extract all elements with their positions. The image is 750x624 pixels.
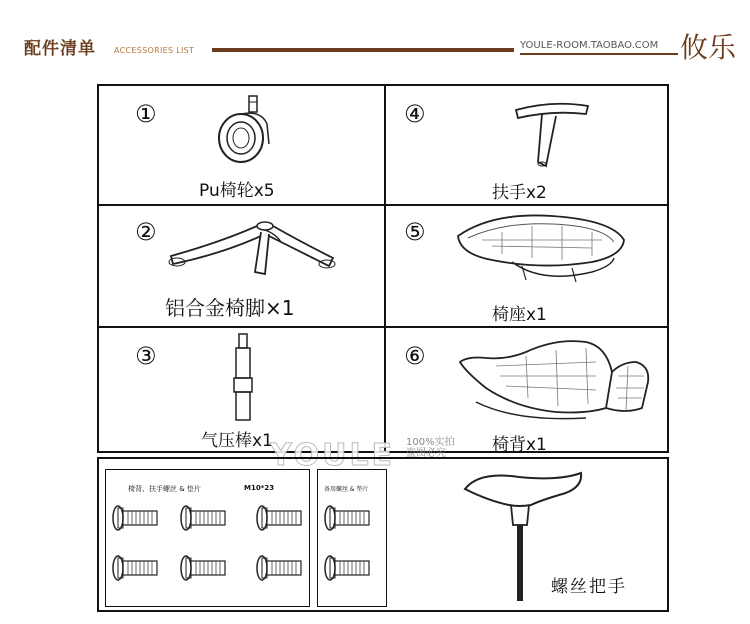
item-label: Pu椅轮x5 xyxy=(199,181,275,201)
watermark-notice: 100%实拍 盗图必究 xyxy=(406,437,455,459)
hardware-section xyxy=(97,457,669,612)
spare-screw-label: 备用螺丝 & 垫片 xyxy=(324,486,369,493)
item-number: ⑤ xyxy=(404,218,426,246)
url-underline xyxy=(520,53,678,55)
accessories-table xyxy=(97,84,669,453)
caster-wheel-icon xyxy=(209,92,279,166)
item-number: ③ xyxy=(135,342,157,370)
tool-label: 螺丝把手 xyxy=(551,577,627,597)
item-cell-casters xyxy=(99,86,384,204)
item-cell-base xyxy=(99,206,384,326)
shop-url: YOULE-ROOM.TAOBAO.COM xyxy=(520,40,659,51)
brand-logo: 攸乐 xyxy=(680,31,737,64)
item-number: ⑥ xyxy=(404,342,426,370)
screw-group-spare xyxy=(317,469,387,607)
seat-icon xyxy=(452,210,632,290)
item-label: 气压棒x1 xyxy=(201,431,273,451)
item-label: 椅背x1 xyxy=(492,435,547,455)
page-title: 配件清单 xyxy=(24,39,96,59)
armrest-icon xyxy=(512,96,592,170)
page-subtitle: ACCESSORIES LIST xyxy=(114,46,195,55)
item-label: 椅座x1 xyxy=(492,305,547,325)
screw-icon xyxy=(106,500,311,608)
spare-screw-icon xyxy=(318,500,388,608)
screw-size-label: M10*23 xyxy=(244,484,275,492)
item-number: ② xyxy=(135,218,157,246)
gas-lift-icon xyxy=(223,332,263,422)
header-divider xyxy=(212,48,514,52)
item-number: ④ xyxy=(404,100,426,128)
watermark-brand: YOULE xyxy=(270,438,396,473)
screw-group-main xyxy=(105,469,310,607)
item-cell-backrest xyxy=(386,328,669,453)
item-label: 铝合金椅脚×1 xyxy=(165,296,295,320)
screw-group-label: 椅背、扶手螺丝 & 垫片 xyxy=(128,485,201,493)
item-cell-seat xyxy=(386,206,669,326)
item-cell-armrests xyxy=(386,86,669,204)
item-cell-gas-lift xyxy=(99,328,384,453)
item-number: ① xyxy=(135,100,157,128)
item-label: 扶手x2 xyxy=(492,183,547,203)
backrest-icon xyxy=(456,332,656,428)
chair-base-icon xyxy=(161,212,341,284)
